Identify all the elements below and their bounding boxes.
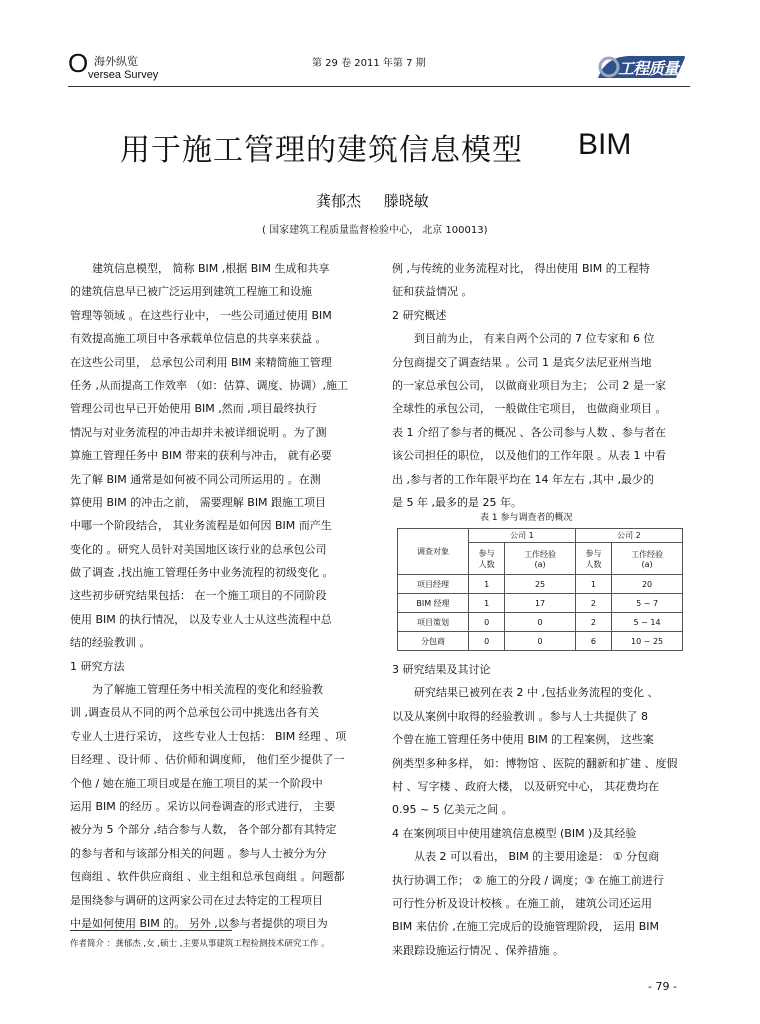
text-line: 研究结果已被列在表 2 中 ,包括业务流程的变化 、 (414, 686, 659, 700)
table-cell: 5 ~ 7 (612, 594, 683, 613)
text-line: 做了调查 ,找出施工管理任务中业务流程的初级变化 。 (70, 566, 334, 580)
table-cell: 5 ~ 14 (612, 613, 683, 632)
text-line: 在这些公司里， 总承包公司利用 BIM 来精简施工管理 (70, 355, 332, 369)
text-line: 中是如何使用 BIM 的。 另外 ,以参与者提供的项目为 (70, 916, 328, 930)
participants-table (397, 528, 683, 651)
text-line: 先了解 BIM 通常是如何被不同公司所运用的 。在测 (70, 472, 321, 486)
author-footnote: 作者简介 ：龚郁杰 ,女 ,硕士 ,主要从事建筑工程检测技术研究工作 。 (70, 939, 330, 949)
table-cell: 25 (505, 575, 576, 594)
text-line: 运用 BIM 的经历 。采访以问卷调查的形式进行， 主要 (70, 799, 336, 813)
table-row (398, 613, 683, 632)
table-cell: 1 (575, 575, 611, 594)
text-line: 可行性分析及设计校核 。在施工前， 建筑公司还运用 (392, 896, 652, 910)
text-line: 目经理 、设计师 、估价师和调度师， 他们至少提供了一 (70, 753, 345, 767)
author-affiliation: ( 国家建筑工程质量监督检验中心， 北京 100013) (262, 225, 488, 236)
table-cell: 0 (505, 632, 576, 651)
text-line: 从表 2 可以看出， BIM 的主要用途是： ① 分包商 (414, 850, 660, 864)
table-sub-header: 参与 人数 (469, 543, 505, 575)
text-line: 算施工管理任务中 BIM 带来的获利与冲击， 就有必要 (70, 449, 332, 463)
text-line: 2 研究概述 (392, 308, 447, 322)
article-title: 用于施工管理的建筑信息模型 (120, 133, 523, 168)
text-line: 的建筑信息早已被广泛运用到建筑工程施工和设施 (70, 285, 312, 299)
text-line: 0.95 ~ 5 亿美元之间 。 (392, 803, 513, 817)
text-line: 的一家总承包公司， 以做商业项目为主； 公司 2 是一家 (392, 378, 666, 392)
table-group-header: 公司 1 (469, 529, 576, 543)
text-line: 个他 / 她在施工项目或是在施工项目的某一个阶段中 (70, 776, 323, 790)
section-name-en: versea Survey (88, 69, 159, 81)
author-list (316, 190, 447, 211)
text-line: 变化的 。研究人员针对美国地区该行业的总承包公司 (70, 542, 327, 556)
text-line: 被分为 5 个部分 ,结合参与人数， 各个部分都有其特定 (70, 823, 337, 837)
text-line: 建筑信息模型， 简称 BIM ,根据 BIM 生成和共享 (92, 262, 330, 275)
article-title-acronym: BIM (578, 128, 632, 161)
journal-logo (596, 52, 688, 82)
text-line: 结的经验教训 。 (70, 636, 151, 650)
table-row-label: BIM 经理 (398, 594, 469, 613)
table-sub-header: 参与 人数 (575, 543, 611, 575)
text-line: 任务 ,从而提高工作效率 （如：估算、调度、协调）,施工 (70, 378, 348, 392)
table-cell: 0 (505, 613, 576, 632)
text-line: 执行协调工作； ② 施工的分段 / 调度；③ 在施工前进行 (392, 873, 664, 887)
table-cell: 1 (469, 594, 505, 613)
text-line: 情况与对业务流程的冲击却并未被详细说明 。为了测 (70, 425, 327, 439)
table-group-header: 公司 2 (575, 529, 682, 543)
text-line: 例 ,与传统的业务流程对比， 得出使用 BIM 的工程特 (392, 262, 650, 275)
text-line: 该公司担任的职位， 以及他们的工作年限 。从表 1 中看 (392, 449, 666, 463)
text-line: 来跟踪设施运行情况 、保养措施 。 (392, 943, 564, 957)
table-row-label: 项目策划 (398, 613, 469, 632)
table-row (398, 575, 683, 594)
journal-logo-text: 工程质量 (618, 59, 679, 78)
section-initial: O (68, 48, 89, 78)
table-row-label: 项目经理 (398, 575, 469, 594)
table-caption: 表 1 参与调查者的概况 (480, 513, 573, 523)
text-line: 村 、写字楼 、政府大楼， 以及研究中心， 其花费均在 (392, 779, 659, 793)
table-cell: 6 (575, 632, 611, 651)
text-line: 表 1 介绍了参与者的概况 、各公司参与人数 、参与者在 (392, 425, 666, 439)
page-number: - 79 - (648, 980, 677, 993)
issue-info: 第 29 卷 2011 年第 7 期 (312, 58, 426, 69)
text-line: 为了解施工管理任务中相关流程的变化和经验教 (92, 683, 323, 697)
text-line: 包商组 、软件供应商组 、业主组和总承包商组 。问题都 (70, 870, 345, 884)
text-line: 是 5 年 ,最多的是 25 年。 (392, 495, 522, 509)
table-cell: 20 (612, 575, 683, 594)
table-row (398, 632, 683, 651)
text-line: 有效提高施工项目中各承载单位信息的共享来获益 。 (70, 332, 327, 346)
section-name-cn: 海外纵览 (94, 55, 138, 68)
text-line: 1 研究方法 (70, 659, 125, 673)
text-line: 全球性的承包公司， 一般做住宅项目， 也做商业项目 。 (392, 402, 667, 416)
footnote-divider (70, 930, 232, 931)
author-name: 滕晓敏 (383, 192, 429, 210)
text-line: 这些初步研究结果包括： 在一个施工项目的不同阶段 (70, 589, 327, 603)
text-line: 使用 BIM 的执行情况， 以及专业人士从这些流程中总 (70, 612, 332, 626)
text-line: 是围绕参与调研的这两家公司在过去特定的工程项目 (70, 893, 323, 907)
text-line: 以及从案例中取得的经验教训 。参与人士共提供了 8 (392, 709, 648, 723)
text-line: 个曾在施工管理任务中使用 BIM 的工程案例， 这些案 (392, 733, 654, 747)
text-line: BIM 来估价 ,在施工完成后的设施管理阶段， 运用 BIM (392, 920, 660, 934)
table-cell: 17 (505, 594, 576, 613)
table-cell: 2 (575, 613, 611, 632)
text-line: 算使用 BIM 的冲击之前， 需要理解 BIM 跟施工项目 (70, 495, 327, 509)
text-line: 分包商提交了调查结果 。公司 1 是宾夕法尼亚州当地 (392, 355, 652, 369)
header-divider (68, 86, 690, 87)
text-line: 征和获益情况 。 (392, 285, 473, 299)
left-column (70, 257, 370, 935)
text-line: 4 在案例项目中使用建筑信息模型 (BIM )及其经验 (392, 826, 637, 840)
text-line: 训 ,调查员从不同的两个总承包公司中挑选出各有关 (70, 706, 319, 720)
text-line: 的参与者和与该部分相关的问题 。参与人士被分为分 (70, 846, 327, 860)
table-row-header: 调查对象 (398, 529, 469, 575)
table-cell: 0 (469, 613, 505, 632)
table-cell: 0 (469, 632, 505, 651)
text-line: 到目前为止， 有来自两个公司的 7 位专家和 6 位 (414, 332, 655, 346)
text-line: 管理公司也早已开始使用 BIM ,然而 ,项目最终执行 (70, 402, 317, 416)
right-column-bottom (392, 658, 692, 962)
table-row (398, 594, 683, 613)
table-sub-header: 工作经验 (a) (612, 543, 683, 575)
text-line: 例类型多种多样， 如：博物馆 、医院的翻新和扩建 、度假 (392, 756, 678, 770)
text-line: 出 ,参与者的工作年限平均在 14 年左右 ,其中 ,最少的 (392, 472, 654, 486)
text-line: 3 研究结果及其讨论 (392, 663, 491, 676)
text-line: 专业人士进行采访， 这些专业人士包括： BIM 经理 、项 (70, 729, 347, 743)
table-cell: 10 ~ 25 (612, 632, 683, 651)
text-line: 中哪一个阶段结合， 其业务流程是如何因 BIM 而产生 (70, 519, 332, 533)
table-sub-header: 工作经验 (a) (505, 543, 576, 575)
author-name: 龚郁杰 (316, 192, 362, 210)
right-column-top (392, 257, 692, 514)
table-cell: 2 (575, 594, 611, 613)
table-cell: 1 (469, 575, 505, 594)
table-row-label: 分包商 (398, 632, 469, 651)
text-line: 管理等领域 。在这些行业中， 一些公司通过使用 BIM (70, 308, 332, 322)
